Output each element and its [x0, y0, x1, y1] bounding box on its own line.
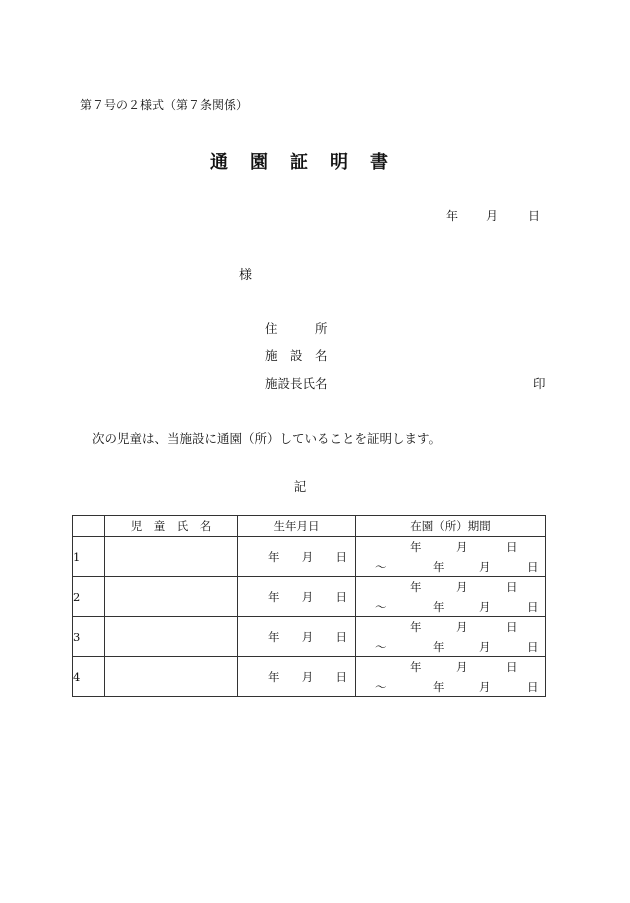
table-row — [73, 537, 546, 577]
issuer-director-label: 施設長氏名 — [265, 376, 328, 391]
birth-month: 月 — [301, 589, 314, 604]
table-row — [73, 657, 546, 697]
birth-day: 日 — [335, 549, 347, 564]
period-to-day: 日 — [527, 600, 539, 614]
certification-statement: 次の児童は、当施設に通園（所）していることを証明します。 — [92, 431, 442, 446]
header-birth-date: 生年月日 — [238, 516, 356, 537]
ki-heading: 記 — [293, 479, 307, 494]
period-to-year: 年 — [433, 600, 445, 614]
period-from-month: 月 — [456, 580, 468, 594]
period-to-day: 日 — [527, 640, 539, 654]
birth-month: 月 — [301, 549, 314, 564]
period-to-month: 月 — [479, 560, 491, 574]
period-from-day: 日 — [506, 660, 518, 674]
period-to-month: 月 — [479, 680, 491, 694]
birth-day: 日 — [335, 629, 347, 644]
birth-date-cell — [238, 577, 356, 617]
period-from-year: 年 — [410, 540, 422, 554]
document-title: 通 園 証 明 書 — [210, 152, 390, 173]
table-header-row — [73, 516, 546, 537]
period-to-day: 日 — [527, 680, 539, 694]
children-table — [72, 515, 546, 697]
period-from-day: 日 — [506, 620, 518, 634]
issuer-address-label: 住 所 — [265, 321, 328, 336]
period-from-year: 年 — [410, 660, 422, 674]
period-from-year: 年 — [410, 620, 422, 634]
enrollment-period-cell — [356, 537, 546, 577]
birth-year: 年 — [268, 589, 280, 604]
period-to-month: 月 — [479, 600, 491, 614]
period-to-year: 年 — [433, 680, 445, 694]
row-number: 2 — [73, 577, 105, 617]
child-name-cell — [105, 657, 238, 697]
period-from-year: 年 — [410, 580, 422, 594]
period-from-month: 月 — [456, 660, 468, 674]
enrollment-period-cell — [356, 657, 546, 697]
table-row — [73, 577, 546, 617]
row-number: 3 — [73, 617, 105, 657]
birth-year: 年 — [268, 669, 280, 684]
period-tilde: ～ — [375, 560, 387, 574]
header-child-name: 児 童 氏 名 — [105, 516, 238, 537]
header-no — [73, 516, 105, 537]
header-enrollment-period: 在園（所）期間 — [356, 516, 546, 537]
period-tilde: ～ — [375, 680, 387, 694]
birth-month: 月 — [301, 629, 314, 644]
form-number: 第７号の２様式（第７条関係） — [80, 98, 249, 112]
addressee-suffix: 様 — [239, 268, 253, 283]
birth-date-cell — [238, 617, 356, 657]
birth-day: 日 — [335, 589, 347, 604]
birth-day: 日 — [335, 669, 347, 684]
child-name-cell — [105, 537, 238, 577]
issue-date-month: 月 — [486, 209, 499, 223]
birth-year: 年 — [268, 549, 280, 564]
period-from-day: 日 — [506, 540, 518, 554]
birth-date-cell — [238, 537, 356, 577]
row-number: 1 — [73, 537, 105, 577]
period-from-day: 日 — [506, 580, 518, 594]
issue-date-day: 日 — [528, 209, 541, 223]
seal-mark: 印 — [533, 376, 546, 391]
enrollment-period-cell — [356, 617, 546, 657]
enrollment-period-cell — [356, 577, 546, 617]
issue-date-year: 年 — [446, 209, 459, 223]
child-name-cell — [105, 617, 238, 657]
period-to-day: 日 — [527, 560, 539, 574]
birth-year: 年 — [268, 629, 280, 644]
period-to-month: 月 — [479, 640, 491, 654]
period-from-month: 月 — [456, 540, 468, 554]
period-tilde: ～ — [375, 640, 387, 654]
table-row — [73, 617, 546, 657]
issuer-facility-label: 施 設 名 — [265, 348, 328, 363]
period-from-month: 月 — [456, 620, 468, 634]
row-number: 4 — [73, 657, 105, 697]
child-name-cell — [105, 577, 238, 617]
period-to-year: 年 — [433, 560, 445, 574]
birth-month: 月 — [301, 669, 314, 684]
period-to-year: 年 — [433, 640, 445, 654]
birth-date-cell — [238, 657, 356, 697]
period-tilde: ～ — [375, 600, 387, 614]
